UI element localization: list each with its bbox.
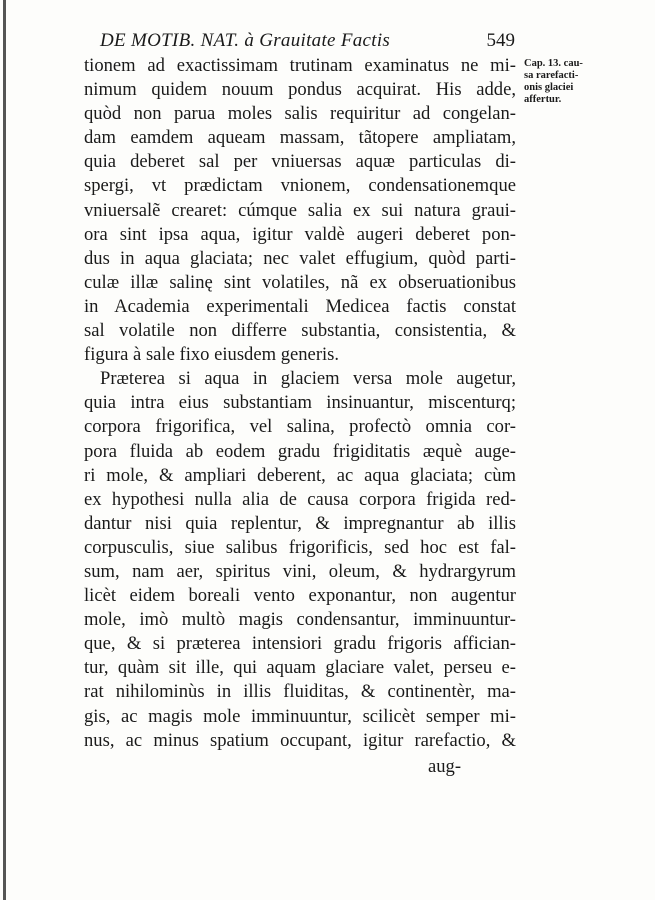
text-line: spergi, vt prædictam vnionem, condensationemque [84, 175, 516, 197]
text-line: pora fluida ab eodem gradu frigiditatis æquè auge- [84, 440, 516, 462]
text-line: corpora frigorifica, vel salina, profectò omnia cor- [84, 416, 516, 438]
text-line: Præterea si aqua in glaciem versa mole augetur, [100, 368, 516, 390]
text-line: dam eamdem aqueam massam, tãtopere ampliatam, [84, 127, 516, 149]
margin-note-line: affertur. [524, 94, 562, 105]
text-line: culæ illæ salinę sint volatiles, nã ex obseruationibus [84, 271, 516, 293]
text-line: figura à sale fixo eiusdem generis. [84, 344, 340, 366]
margin-note-line: Cap. 13. cau- [524, 58, 583, 69]
text-line: tur, quàm sit ille, qui aquam glaciare valet, perseu e- [84, 657, 516, 679]
body-text [84, 54, 516, 753]
text-line: nimum quidem nouum pondus acquirat. His adde, [84, 79, 516, 101]
text-line: quia intra eius substantiam insinuantur, miscenturq; [84, 392, 516, 414]
text-line: nus, ac minus spatium occupant, igitur rarefactio, & [84, 729, 516, 751]
text-line: que, & si præterea intensiori gradu frigoris affician- [84, 633, 516, 655]
text-line: tionem ad exactissimam trutinam examinatus ne mi- [84, 55, 516, 76]
text-line: dantur nisi quia replentur, & impregnantur ab illis [84, 512, 516, 534]
text-line: in Academia experimentali Medicea factis constat [84, 295, 516, 317]
page-edge [3, 0, 6, 900]
margin-note-line: sa rarefacti- [524, 70, 579, 81]
text-line: rat nihilominùs in illis fluiditas, & continentèr, ma- [84, 681, 516, 703]
margin-note-line: onis glaciei [524, 82, 574, 93]
text-line: mole, imò multò magis condensantur, imminuuntur- [84, 609, 516, 631]
text-line: licèt eidem boreali vento exponantur, non augentur [84, 585, 516, 607]
text-line: quia deberet sal per vniuersas aquæ particulas di- [84, 151, 516, 173]
page-number: 549 [486, 30, 515, 51]
text-line: quòd non parua moles salis requiritur ad congelan- [84, 103, 516, 125]
page-header [100, 30, 515, 56]
text-line: sal volatile non differre substantia, consistentia, & [84, 320, 516, 342]
running-title: DE MOTIB. NAT. à Grauitate Factis [100, 30, 391, 51]
text-line: ri mole, & ampliari deberent, ac aqua glaciata; cùm [84, 464, 516, 486]
catchword: aug- [428, 756, 462, 777]
margin-note [524, 58, 624, 106]
text-line: dus in aqua glaciata; nec valet effugium, quòd parti- [84, 247, 516, 269]
text-line: vniuersalẽ crearet: cúmque salia ex sui natura graui- [84, 199, 516, 221]
text-line: ex hypothesi nulla alia de causa corpora frigida red- [84, 488, 516, 510]
text-line: corpusculis, siue salibus frigorificis, sed hoc est fal- [84, 536, 516, 558]
text-line: gis, ac magis mole imminuuntur, scilicèt semper mi- [84, 705, 516, 727]
text-line: ora sint ipsa aqua, igitur valdè augeri deberet pon- [84, 223, 516, 245]
text-line: sum, nam aer, spiritus vini, oleum, & hydrargyrum [84, 560, 516, 582]
